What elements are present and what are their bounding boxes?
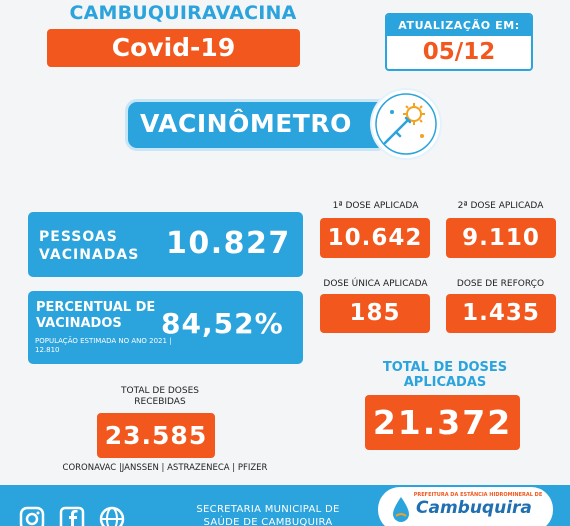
people-value: 10.827 (166, 226, 291, 261)
city-logo-top: PREFEITURA DA ESTÂNCIA HIDROMINERAL DE (413, 492, 543, 498)
city-logo (378, 487, 553, 526)
first-dose-box (320, 218, 430, 258)
total-received-box (97, 413, 215, 458)
update-date: 05/12 (422, 39, 496, 65)
water-drop-icon (390, 495, 412, 525)
booster-dose-value: 1.435 (462, 300, 540, 326)
people-vaccinated-card (28, 212, 303, 277)
booster-dose-label: DOSE DE REFORÇO (456, 279, 545, 289)
population-note: POPULAÇÃO ESTIMADA NO ANO 2021 | 12.810 (35, 337, 172, 354)
vacinometro-banner (128, 102, 386, 148)
instagram-icon[interactable] (18, 505, 46, 526)
second-dose-value: 9.110 (462, 225, 540, 251)
single-dose-box (320, 294, 430, 333)
percent-label: PERCENTUAL DE VACINADOS (36, 300, 156, 331)
first-dose-value: 10.642 (327, 225, 423, 251)
vacinometro-title: VACINÔMETRO (140, 109, 352, 138)
brand-title: CAMBUQUIRAVACINA (69, 2, 297, 24)
percent-value: 84,52% (161, 307, 284, 340)
total-applied-value: 21.372 (372, 403, 513, 442)
facebook-icon[interactable] (58, 505, 86, 526)
second-dose-label: 2ª DOSE APLICADA (457, 201, 544, 211)
single-dose-label: DOSE ÚNICA APLICADA (323, 279, 428, 289)
secretaria-text: SECRETARIA MUNICIPAL DE SAÚDE DE CAMBUQUIRA (196, 504, 340, 526)
city-logo-name: Cambuquira (416, 498, 532, 518)
booster-dose-box (446, 294, 556, 333)
update-box (385, 13, 533, 71)
update-label: ATUALIZAÇÃO EM: (387, 15, 531, 36)
second-dose-box (446, 218, 556, 258)
first-dose-label: 1ª DOSE APLICADA (332, 201, 419, 211)
globe-icon[interactable] (98, 505, 126, 526)
total-received-value: 23.585 (104, 421, 208, 450)
vaccine-brands: CORONAVAC |JANSSEN | ASTRAZENECA | PFIZER (62, 463, 268, 473)
people-label: PESSOAS VACINADAS (39, 229, 140, 263)
single-dose-value: 185 (349, 300, 401, 326)
subtitle-banner: Covid-19 (47, 29, 300, 67)
percent-vaccinated-card (28, 291, 303, 364)
total-applied-label: TOTAL DE DOSES APLICADAS (382, 360, 508, 390)
total-received-label: TOTAL DE DOSES RECEBIDAS (120, 386, 200, 407)
syringe-virus-icon (372, 90, 440, 158)
total-applied-box (365, 395, 520, 450)
